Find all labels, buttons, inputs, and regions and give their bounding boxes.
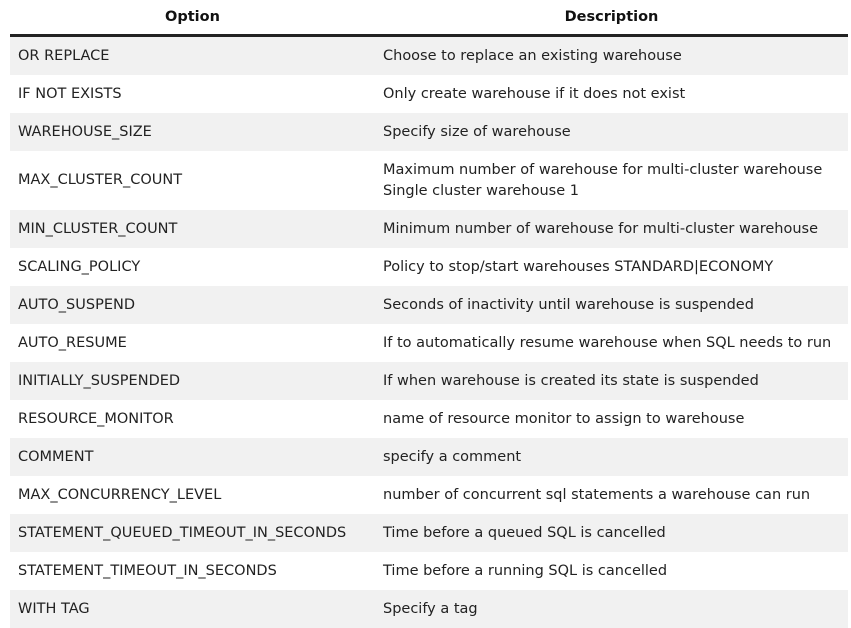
table-row [10,514,848,552]
description-cell [375,362,848,400]
description-cell [375,113,848,151]
table-row [10,286,848,324]
option-cell: STATEMENT_QUEUED_TIMEOUT_IN_SECONDS [10,514,375,552]
description-line: Seconds of inactivity until warehouse is suspended [383,296,754,313]
warehouse-options-table [10,0,848,628]
option-cell: MAX_CONCURRENCY_LEVEL [10,476,375,514]
option-cell: AUTO_RESUME [10,324,375,362]
description-cell [375,36,848,76]
description-line: Only create warehouse if it does not exist [383,85,686,102]
description-line: number of concurrent sql statements a warehouse can run [383,486,811,503]
description-line: If when warehouse is created its state is suspended [383,372,759,389]
description-cell [375,552,848,590]
table-row [10,36,848,76]
description-cell [375,324,848,362]
option-cell: IF NOT EXISTS [10,75,375,113]
option-column-header: Option [10,0,375,36]
table-row [10,248,848,286]
description-line: Single cluster warehouse 1 [383,182,579,199]
option-cell: MAX_CLUSTER_COUNT [10,151,375,210]
table-row [10,324,848,362]
option-cell: COMMENT [10,438,375,476]
description-cell [375,248,848,286]
description-line: Minimum number of warehouse for multi-cluster warehouse [383,220,819,237]
table-row [10,210,848,248]
option-cell: AUTO_SUSPEND [10,286,375,324]
description-cell [375,590,848,628]
description-cell [375,476,848,514]
table-row [10,113,848,151]
option-cell: OR REPLACE [10,36,375,76]
description-cell [375,514,848,552]
table-row [10,590,848,628]
description-cell [375,75,848,113]
option-cell: WITH TAG [10,590,375,628]
option-cell: SCALING_POLICY [10,248,375,286]
table-row [10,476,848,514]
table-header [10,0,848,36]
description-line: Specify a tag [383,600,478,617]
table-row [10,151,848,210]
option-cell: WAREHOUSE_SIZE [10,113,375,151]
description-line: specify a comment [383,448,522,465]
description-line: Choose to replace an existing warehouse [383,47,682,64]
option-cell: MIN_CLUSTER_COUNT [10,210,375,248]
description-line: Time before a queued SQL is cancelled [383,524,666,541]
description-line: Specify size of warehouse [383,123,571,140]
description-cell [375,151,848,210]
description-line: Maximum number of warehouse for multi-cluster warehouse [383,161,823,178]
options-table-container [10,0,848,628]
description-cell [375,438,848,476]
description-column-header: Description [375,0,848,36]
option-cell: STATEMENT_TIMEOUT_IN_SECONDS [10,552,375,590]
table-row [10,400,848,438]
table-row [10,552,848,590]
description-cell [375,286,848,324]
description-line: Policy to stop/start warehouses STANDARD|ECONOMY [383,258,774,275]
table-body [10,36,848,628]
description-cell [375,210,848,248]
table-row [10,438,848,476]
header-row [10,0,848,36]
table-row [10,75,848,113]
table-row [10,362,848,400]
description-line: If to automatically resume warehouse when SQL needs to run [383,334,832,351]
description-cell [375,400,848,438]
option-cell: INITIALLY_SUSPENDED [10,362,375,400]
description-line: name of resource monitor to assign to warehouse [383,410,745,427]
description-line: Time before a running SQL is cancelled [383,562,668,579]
option-cell: RESOURCE_MONITOR [10,400,375,438]
